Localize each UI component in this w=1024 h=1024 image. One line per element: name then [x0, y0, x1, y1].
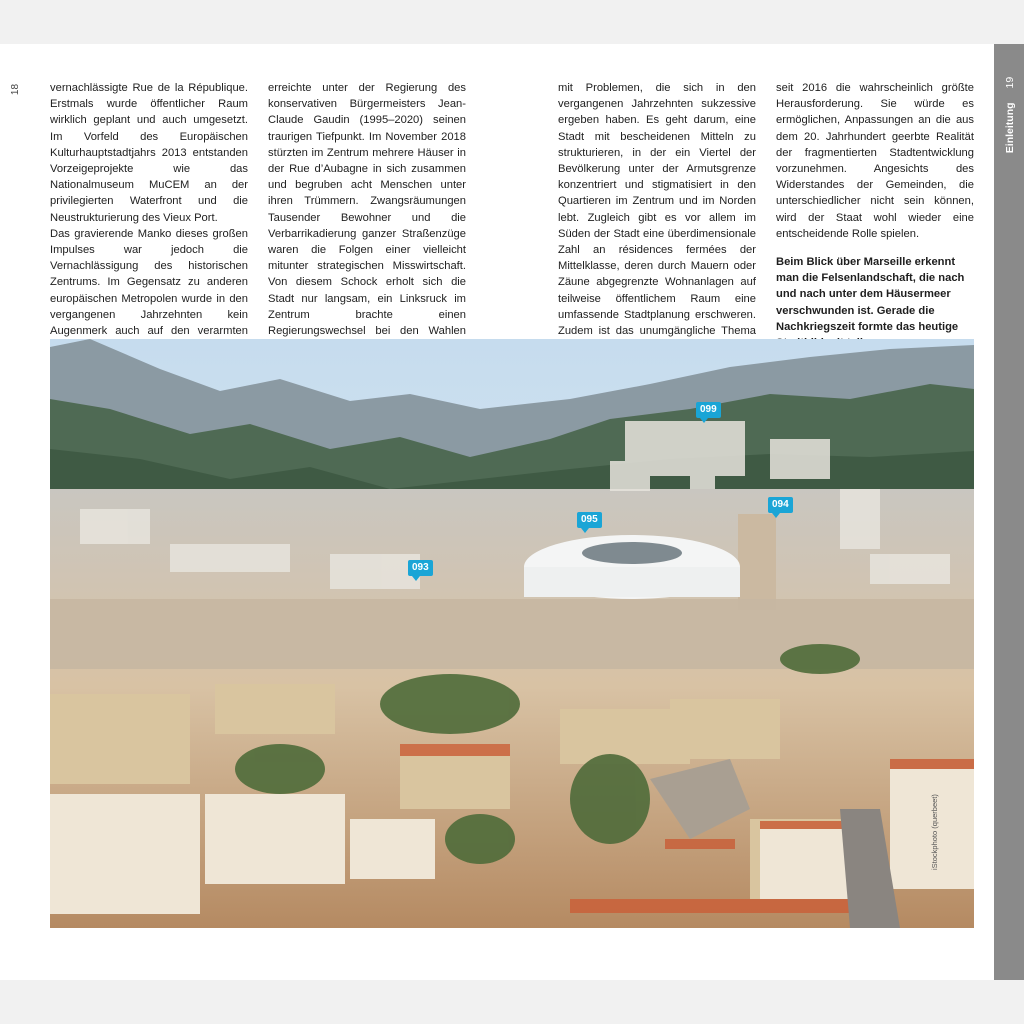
- section-tab-label: [995, 70, 1024, 160]
- paragraph: seit 2016 die wahrscheinlich größte Herausforderung. Sie würde es ermöglichen, Anpassungen an die aus dem 20. Jahrhundert geerbte Realität der fragmentierten Stadtentwicklung vorzunehmen. Angesichts des Widerstandes der Gemeinden, die unterschiedlicher nicht sein können, wird der Staat wohl wieder eine entscheidende Rolle spielen.: [776, 82, 974, 240]
- photo-credit: iStockphoto (querbeet): [930, 794, 939, 870]
- marseille-panorama-photo: [50, 339, 974, 928]
- paragraph: mit Problemen, die sich in den vergangenen Jahrzehnten sukzessive ergeben haben. Es geht darum, eine Stadt mit bescheidenen Mitteln zu strukturieren, in der ein Viertel der Bevölkerung unter der Armutsgrenze konzentriert und stigmatisiert in den Quartieren im Zentrum und im Norden lebt. Zugleich gibt es vor allem im Süden der Stadt eine überdimensionale Zahl an résidences fermées der Mittelklasse, deren durch Mauern oder Zäune abgegrenzte Wohnanlagen auf teilweise öffentlichem Raum eine umfassende Stadtplanung erschweren. Zudem ist das unumgängliche Thema: [558, 82, 756, 338]
- section-name: Einleitung: [1004, 102, 1016, 154]
- photo-illustration: [50, 339, 974, 928]
- page-number-left: 18: [10, 83, 22, 96]
- paragraph: Das gravierende Manko dieses großen Impulses war jedoch die Vernachlässigung des historischen Zentrums. Im Gegensatz zu anderen europäischen Metropolen wurde in den vergangenen Jahrzehnten kein Augenmerk auch auf den verarmten: [50, 227, 248, 338]
- photo-caption: Beim Blick über Marseille erkennt man die Felsenlandschaft, die nach und nach unter dem Häusermeer verschwunden ist. Gerade die Nachkriegszeit formte das heutige: [776, 256, 965, 333]
- paragraph: erreichte unter der Regierung des konservativen Bürgermeisters Jean-Claude Gaudin (1995–2020) seinen traurigen Tiefpunkt. Im November 2018 stürzten im Zentrum mehrere Häuser in der Rue d’Aubagne in sich zusammen und begruben acht Menschen unter ihren Trümmern. Zwangsräumungen Tausender Bewohner und die Verbarrikadierung ganzer Straßenzüge waren die Folgen einer vielleicht mitunter strategischen Misswirtschaft. Von diesem Schock erholt sich die Stadt nur langsam, ein Linksruck im Zentrum brachte einen Regierungswechsel bei den Wahlen: [268, 82, 466, 338]
- text-column-2: [268, 80, 466, 372]
- photo-marker-099: 099: [696, 402, 721, 418]
- photo-marker-093: 093: [408, 560, 433, 576]
- photo-marker-095: 095: [577, 512, 602, 528]
- photo-marker-094: 094: [768, 497, 793, 513]
- text-column-3: [558, 80, 756, 372]
- section-side-tab: [994, 44, 1024, 980]
- page-number-right: 19: [1004, 76, 1016, 89]
- paragraph: vernachlässigte Rue de la République. Erstmals wurde öffentlicher Raum wirklich geplant und auch umgesetzt. Im Vorfeld des Europäischen Kulturhauptstadtjahrs 2013 entstanden Vorzeigeprojekte wie das Nationalmuseum MuCEM an der privilegierten Waterfront und die Neustrukturierung des Vieux Port.: [50, 82, 248, 224]
